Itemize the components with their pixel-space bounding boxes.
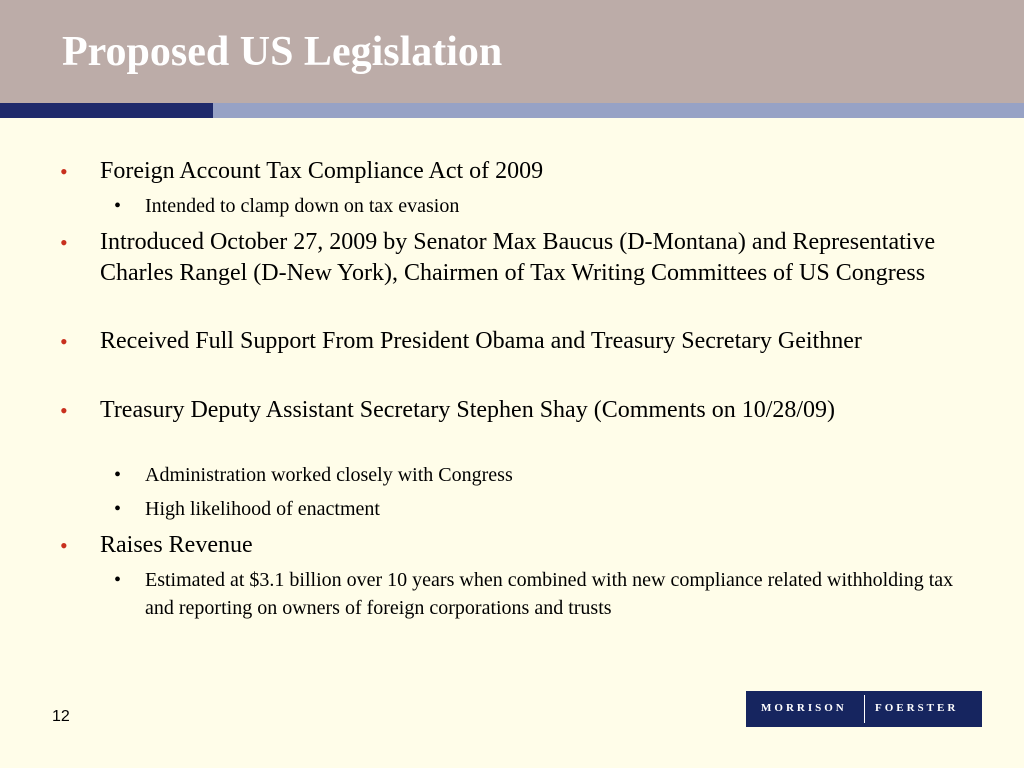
bullet-revenue <box>60 530 960 561</box>
slide-title: Proposed US Legislation <box>62 29 503 75</box>
sub-bullet-text: Estimated at $3.1 billion over 10 years when combined with new compliance related withholding tax and reporting on owners of foreign corporations and trusts <box>145 569 954 619</box>
logo-divider <box>864 695 865 723</box>
sub-bullet-marker: • <box>114 195 122 217</box>
bullet-fatca <box>60 156 960 187</box>
sub-bullet-estimate <box>114 566 965 622</box>
bullet-text: Raises Revenue <box>100 532 253 558</box>
bullet-text: Foreign Account Tax Compliance Act of 2009 <box>100 158 544 184</box>
sub-bullet-text: Administration worked closely with Congress <box>145 464 513 486</box>
sub-bullet-marker: • <box>114 464 122 486</box>
bullet-text: Received Full Support From President Obama and Treasury Secretary Geithner <box>100 328 862 354</box>
sub-bullet-text: High likelihood of enactment <box>145 498 380 520</box>
bullet-marker: • <box>60 533 68 558</box>
sub-bullet-tax-evasion <box>114 192 965 220</box>
logo-text-right: FOERSTER <box>875 702 959 714</box>
sub-bullet-text: Intended to clamp down on tax evasion <box>145 195 460 217</box>
bullet-marker: • <box>60 159 68 184</box>
bullet-marker: • <box>60 398 68 423</box>
sub-bullet-marker: • <box>114 498 122 520</box>
page-number: 12 <box>52 708 70 725</box>
bullet-treasury-comments <box>60 395 960 426</box>
sub-bullet-enactment <box>114 495 965 523</box>
bullet-marker: • <box>60 329 68 354</box>
bullet-text: Introduced October 27, 2009 by Senator Max Baucus (D-Montana) and Representative Charles Rangel (D-New York), Chairmen of Tax Writing Committees of US Congress <box>100 229 936 286</box>
bullet-marker: • <box>60 230 68 255</box>
bullet-text: Treasury Deputy Assistant Secretary Stephen Shay (Comments on 10/28/09) <box>100 397 836 423</box>
morrison-foerster-logo <box>746 691 982 727</box>
bullet-support <box>60 326 960 357</box>
bullet-introduced <box>60 227 960 289</box>
logo-text-left: MORRISON <box>761 702 847 714</box>
sub-bullet-marker: • <box>114 569 122 591</box>
sub-bullet-administration <box>114 461 965 489</box>
